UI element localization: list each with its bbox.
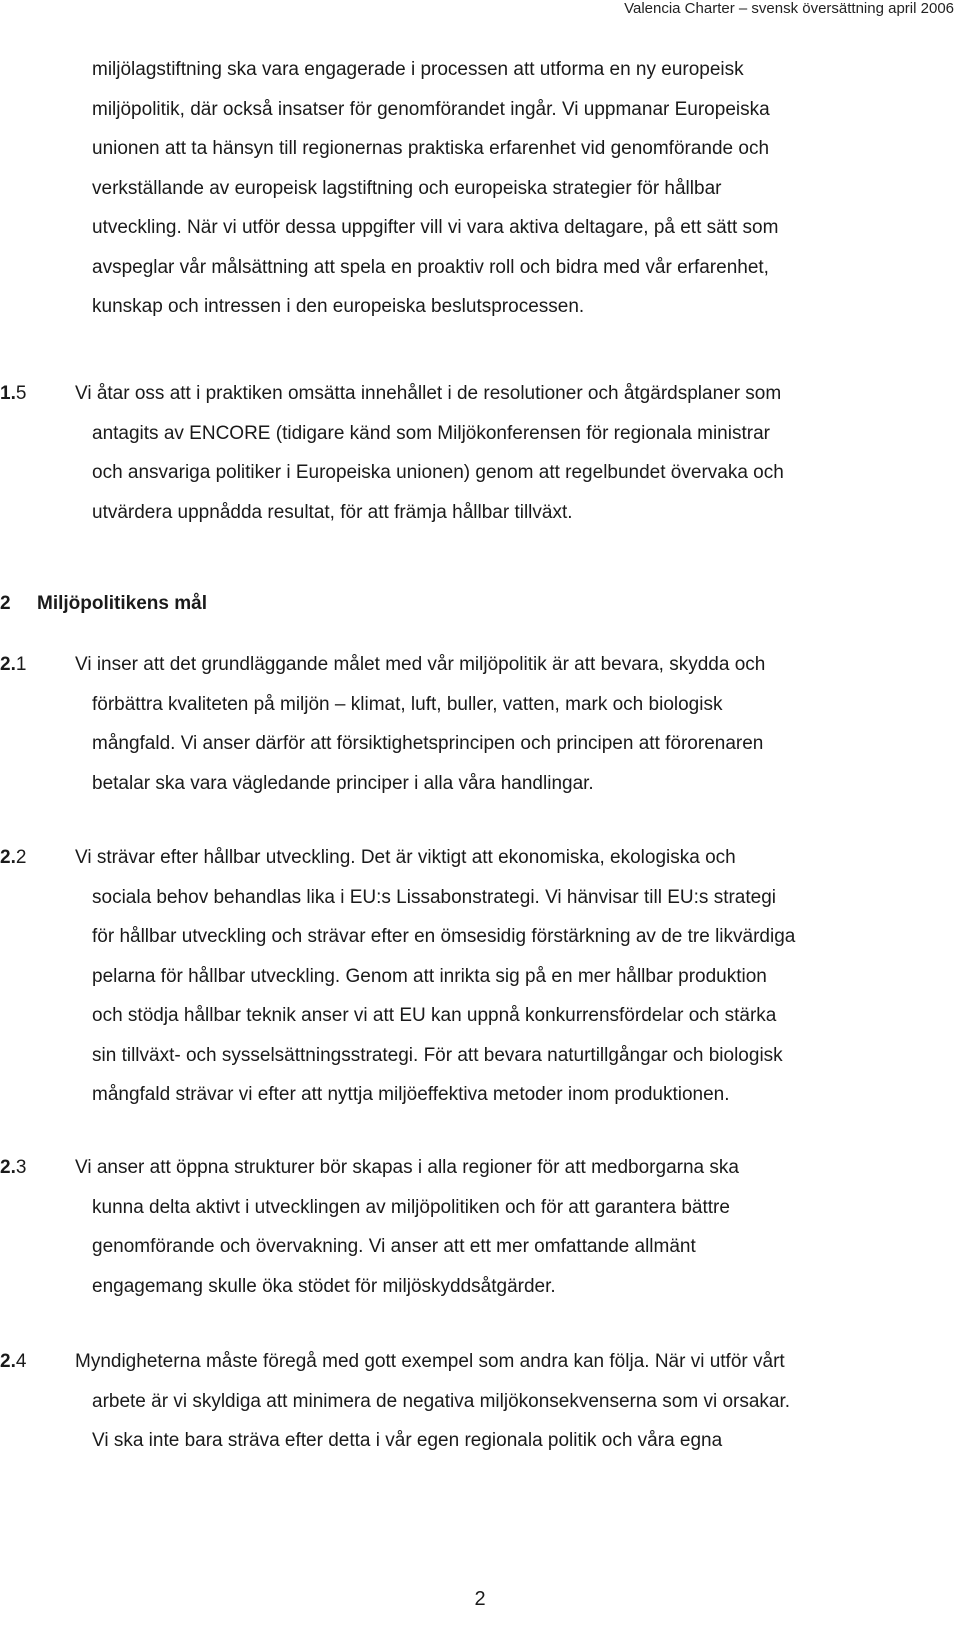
running-header: Valencia Charter – svensk översättning april 2006 (624, 0, 954, 17)
text-line: unionen att ta hänsyn till regionernas praktiska erfarenhet vid genomförande och (92, 138, 770, 159)
text-line: Vi anser att öppna strukturer bör skapas i alla regioner för att medborgarna ska (75, 1157, 739, 1178)
section-1-5-paragraph (75, 374, 925, 532)
text-line: engagemang skulle öka stödet för miljöskyddsåtgärder. (92, 1275, 556, 1297)
text-line: verkställande av europeisk lagstiftning och europeiska strategier för hållbar (92, 177, 722, 199)
text-line: betalar ska vara vägledande principer i alla våra handlingar. (92, 772, 594, 794)
section-heading-2: 2 Miljöpolitikens mål (0, 593, 207, 614)
section-2-2-paragraph (75, 838, 925, 1115)
text-line: Vi åtar oss att i praktiken omsätta innehållet i de resolutioner och åtgärdsplaner som (75, 383, 782, 404)
section-2-1-paragraph (75, 645, 925, 803)
intro-paragraph (92, 50, 942, 327)
text-line: Vi inser att det grundläggande målet med vår miljöpolitik är att bevara, skydda och (75, 654, 766, 675)
text-line: utvärdera uppnådda resultat, för att främja hållbar tillväxt. (92, 501, 573, 523)
section-number-2-4: 2.4 (0, 1351, 27, 1372)
text-line: miljölagstiftning ska vara engagerade i processen att utforma en ny europeisk (92, 59, 744, 80)
text-line: för hållbar utveckling och strävar efter en ömsesidig förstärkning av de tre likvärdiga (92, 926, 796, 947)
text-line: och stödja hållbar teknik anser vi att EU kan uppnå konkurrensfördelar och stärka (92, 1005, 777, 1026)
text-line: Myndigheterna måste föregå med gott exempel som andra kan följa. När vi utför vårt (75, 1351, 785, 1372)
text-line: Vi ska inte bara sträva efter detta i vår egen regionala politik och våra egna (92, 1430, 723, 1451)
text-line: sociala behov behandlas lika i EU:s Lissabonstrategi. Vi hänvisar till EU:s strategi (92, 886, 776, 908)
page-number: 2 (474, 1588, 486, 1610)
text-line: arbete är vi skyldiga att minimera de negativa miljökonsekvenserna som vi orsakar. (92, 1390, 791, 1412)
text-line: antagits av ENCORE (tidigare känd som Miljökonferensen för regionala ministrar (92, 422, 770, 444)
text-line: Vi strävar efter hållbar utveckling. Det är viktigt att ekonomiska, ekologiska och (75, 847, 736, 868)
text-line: mångfald. Vi anser därför att försiktighetsprincipen och principen att förorenaren (92, 733, 764, 754)
section-2-3-paragraph (75, 1148, 925, 1306)
section-number-2-3: 2.3 (0, 1157, 27, 1178)
text-line: och ansvariga politiker i Europeiska unionen) genom att regelbundet övervaka och (92, 462, 784, 483)
text-line: kunskap och intressen i den europeiska beslutsprocessen. (92, 296, 585, 317)
section-2-4-paragraph (75, 1342, 925, 1461)
heading-title: Miljöpolitikens mål (37, 593, 207, 614)
text-line: mångfald strävar vi efter att nyttja miljöeffektiva metoder inom produktionen. (92, 1084, 730, 1105)
text-line: förbättra kvaliteten på miljön – klimat, luft, buller, vatten, mark och biologisk (92, 693, 723, 715)
text-line: pelarna för hållbar utveckling. Genom att inrikta sig på en mer hållbar produktion (92, 965, 767, 987)
text-line: genomförande och övervakning. Vi anser att ett mer omfattande allmänt (92, 1236, 696, 1257)
text-line: sin tillväxt- och sysselsättningsstrategi. För att bevara naturtillgångar och biologisk (92, 1044, 783, 1066)
text-line: utveckling. När vi utför dessa uppgifter vill vi vara aktiva deltagare, på ett sätt som (92, 217, 779, 238)
text-line: avspeglar vår målsättning att spela en proaktiv roll och bidra med vår erfarenhet, (92, 256, 769, 278)
section-number-2-1: 2.1 (0, 654, 27, 675)
section-number-2-2: 2.2 (0, 847, 27, 868)
section-number-1-5: 1.5 (0, 383, 27, 404)
text-line: kunna delta aktivt i utvecklingen av miljöpolitiken och för att garantera bättre (92, 1196, 730, 1218)
text-line: miljöpolitik, där också insatser för genomförandet ingår. Vi uppmanar Europeiska (92, 98, 770, 120)
